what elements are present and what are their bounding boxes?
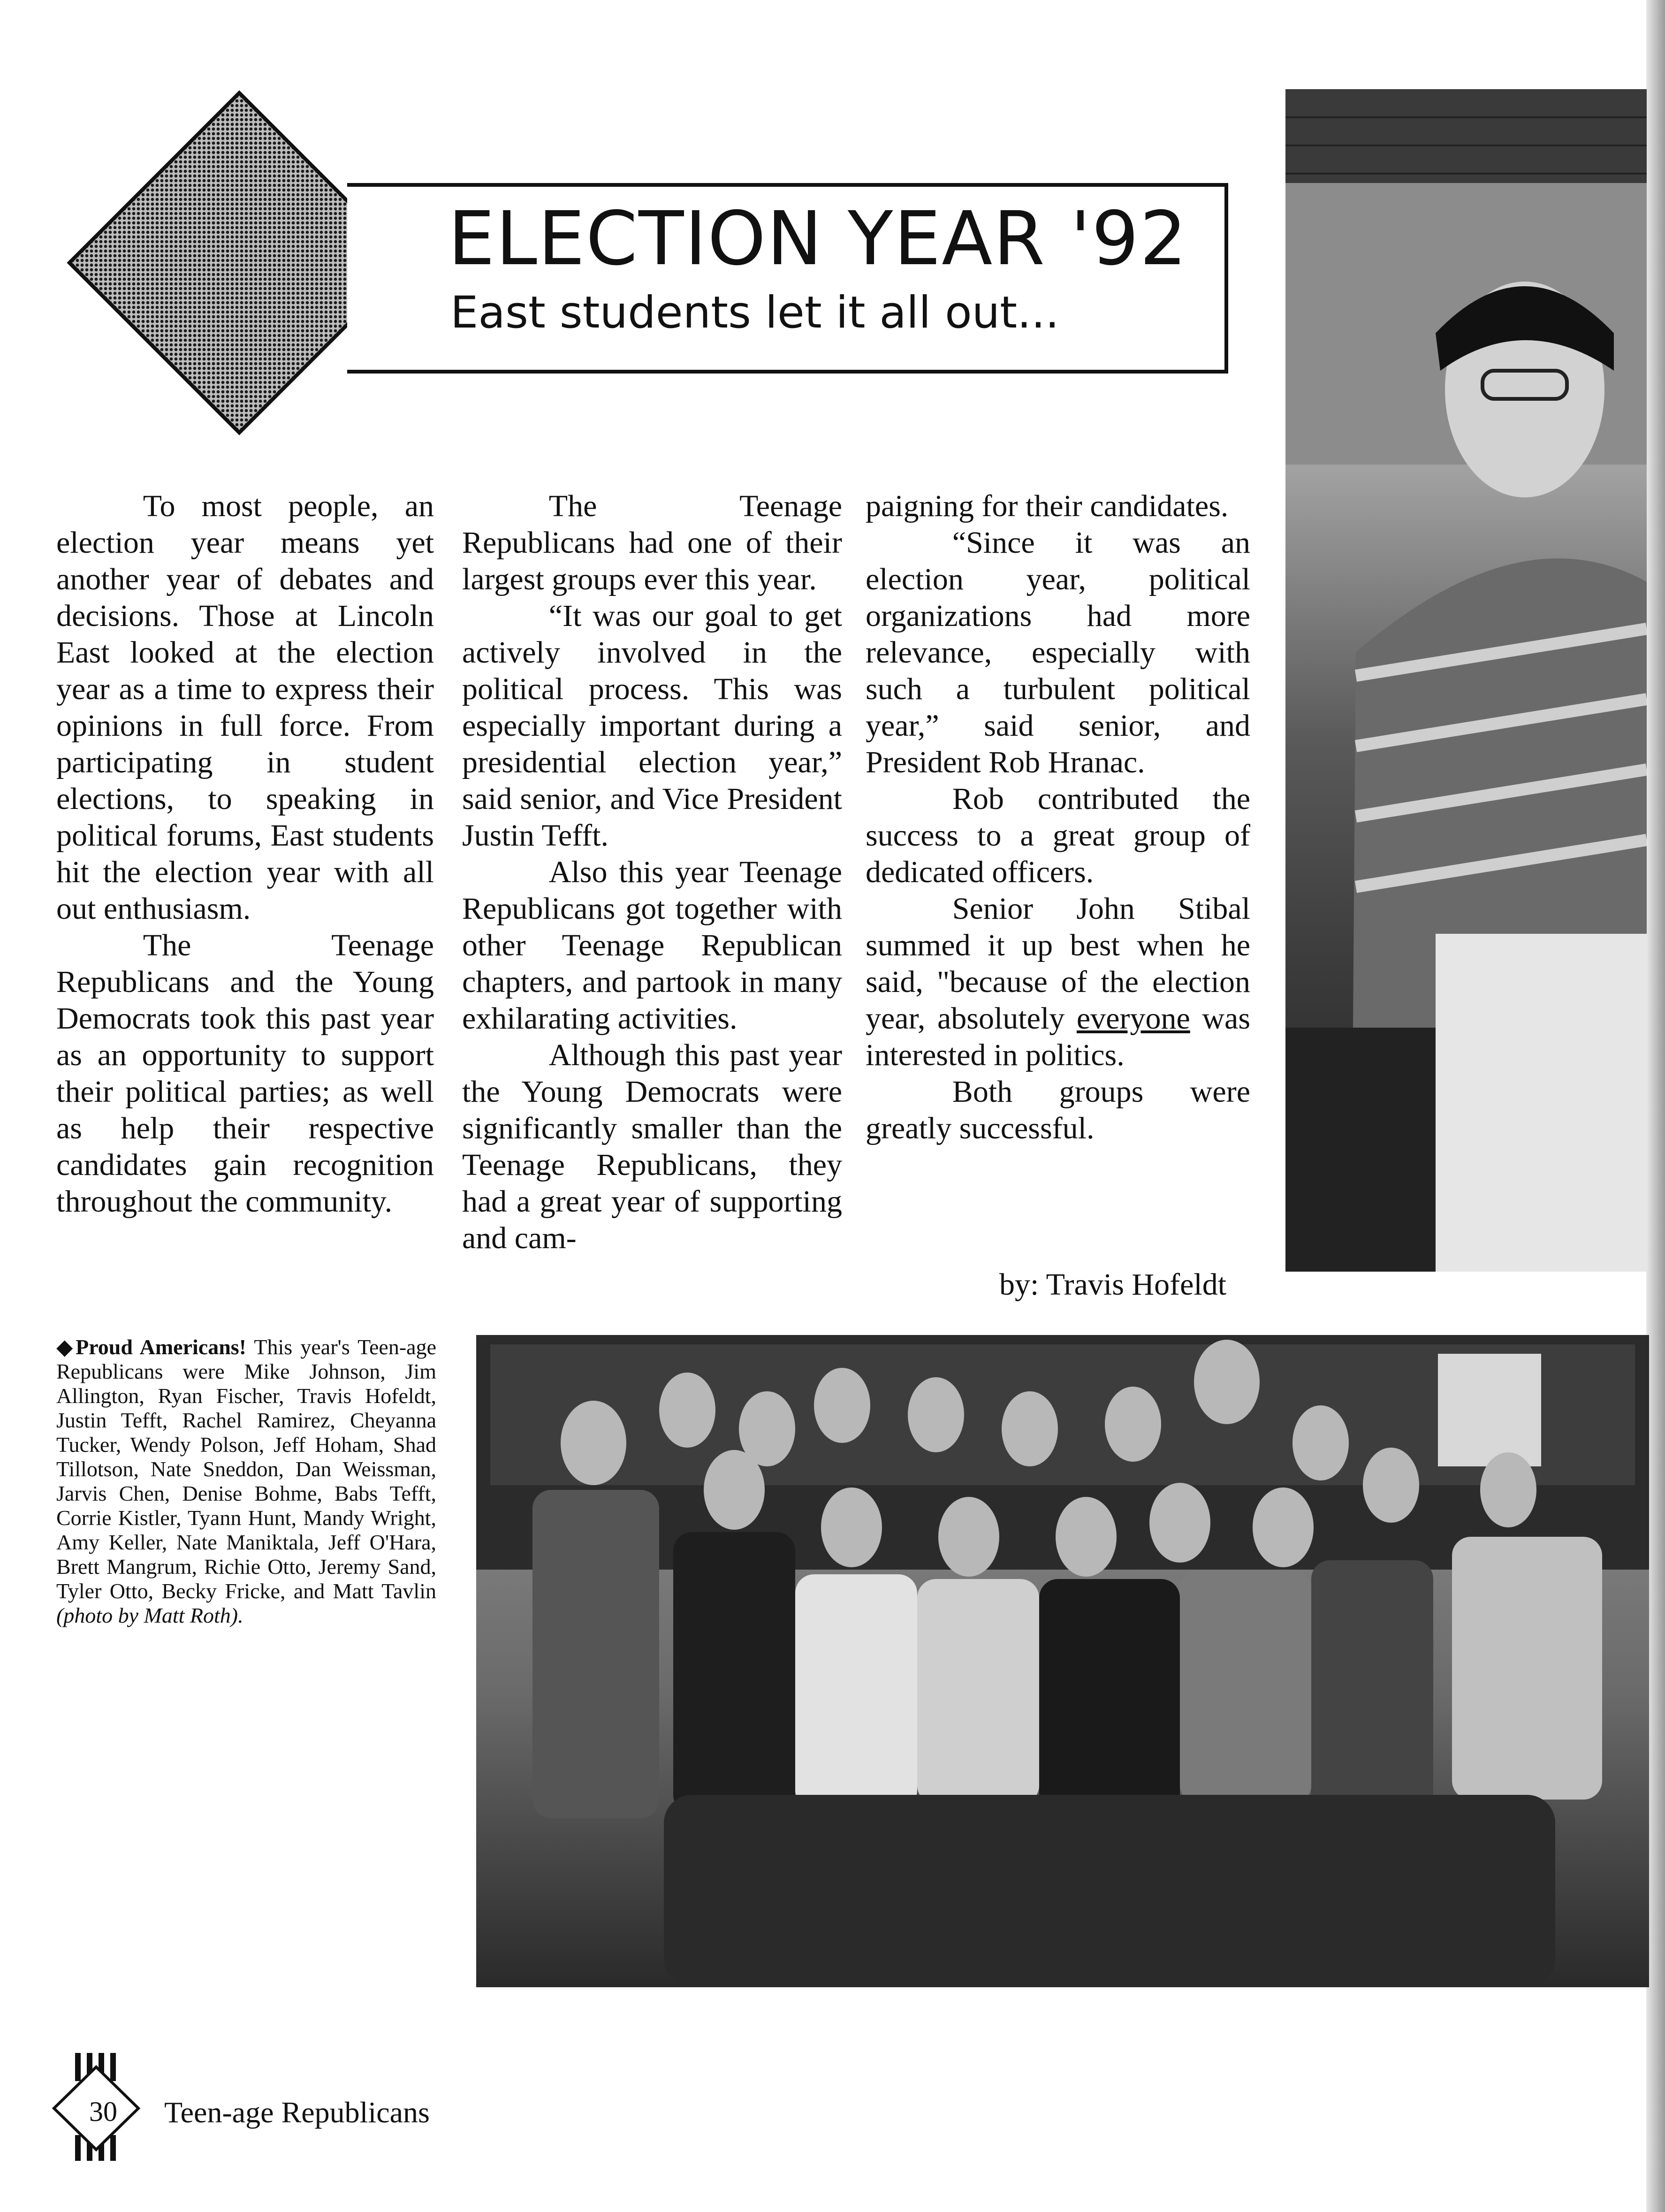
quote-text: Senior John Stibal summed it up best when he said, "because of the election year, absolutely [866, 892, 1250, 1036]
paragraph [866, 891, 1250, 1074]
paragraph: paigning for their candidates. [866, 489, 1229, 523]
section-name: Teen-age Republicans [164, 2096, 430, 2129]
article-column-3 [866, 488, 1250, 1147]
page-edge-shadow [1646, 0, 1665, 2212]
paragraph: Both groups were greatly successful. [866, 1075, 1250, 1145]
article-column-1 [56, 488, 434, 1220]
photo-caption [56, 1335, 436, 1628]
byline: by: Travis Hofeldt [999, 1267, 1227, 1302]
page-title: ELECTION YEAR '92 [448, 196, 1188, 282]
article-column-2 [462, 488, 842, 1257]
paragraph: “It was our goal to get actively involved in the political process. This was especially important during a presidential election year,” said senior, and Vice President Justin Tefft. [462, 599, 842, 853]
photo-credit: (photo by Matt Roth). [56, 1603, 243, 1627]
underlined-word: everyone [1076, 1001, 1190, 1036]
paragraph: Also this year Teenage Republicans got together with other Teenage Republican chapters, and partook in many exhilarating activities. [462, 855, 842, 1036]
quote-text: was interested in politics. [866, 1001, 1251, 1072]
paragraph: Rob contributed the success to a great group of dedicated officers. [866, 782, 1250, 889]
paragraph: To most people, an election year means yet another year of debates and decisions. Those at Lincoln East looked at the election year as a time to express their opinions in full force. From participating in student elections, to speaking in political forums, East students hit the election year with all out enthusiasm. [56, 489, 434, 926]
page-subtitle: East students let it all out... [450, 287, 1059, 338]
paragraph: “Since it was an election year, political organizations had more relevance, especially with such a turbulent political year,” said senior, and President Rob Hranac. [866, 526, 1250, 779]
page-number: 30 [89, 2096, 117, 2127]
paragraph: The Teenage Republicans had one of their largest groups ever this year. [462, 489, 842, 596]
paragraph: The Teenage Republicans and the Young Democrats took this past year as an opportunity to support their political parties; as well as help their respective candidates gain recognition throughout the community. [56, 928, 434, 1219]
paragraph: Although this past year the Young Democrats were significantly smaller than the Teenage Republicans, they had a great year of supporting and cam- [462, 1038, 842, 1255]
group-photo [476, 1335, 1649, 1987]
student-portrait-photo [1285, 89, 1647, 1272]
caption-text: This year's Teen-age Republicans were Mike Johnson, Jim Allington, Ryan Fischer, Travis Hofeldt, Justin Tefft, Rachel Ramirez, Cheyanna Tucker, Wendy Polson, Jeff Hoham, Shad Tillotson, Nate Sneddon, Dan Weissman, Jarvis Chen, Denise Bohme, Babs Tefft, Corrie Kistler, Tyann Hunt, Mandy Wright, Amy Keller, Nate Maniktala, Jeff O'Hara, Brett Mangrum, Richie Otto, Jeremy Sand, Tyler Otto, Becky Fricke, and Matt Tavlin [56, 1335, 436, 1603]
caption-lead: ◆Proud Americans! [56, 1335, 246, 1359]
